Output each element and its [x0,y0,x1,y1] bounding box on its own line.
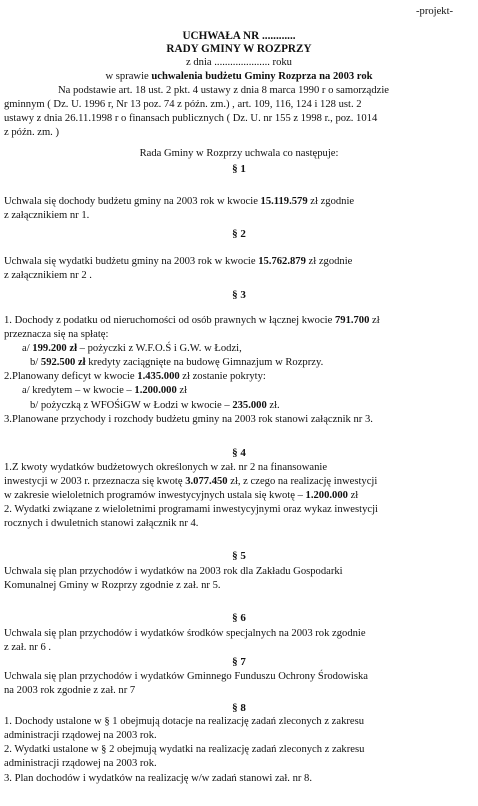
section-text: 2.Planowany deficyt w kwocie 1.435.000 zł zostanie pokryty: [4,371,266,382]
section-text: b/ pożyczką z WFOŚiGW w Łodzi w kwocie – 235.000 zł. [30,400,280,411]
section-heading: § 3 [232,289,246,301]
section-heading: § 8 [232,702,246,714]
section-heading: § 5 [232,550,246,562]
section-text: administracji rządowej na 2003 rok. [4,730,157,741]
council-name: RADY GMINY W ROZPRZY [166,43,312,55]
section-heading: § 1 [232,163,246,175]
section-heading: § 6 [232,612,246,624]
section-heading: § 7 [232,656,246,668]
section-text: a/ kredytem – w kwocie – 1.200.000 zł [22,385,188,396]
legal-basis-line: Na podstawie art. 18 ust. 2 pkt. 4 ustawy z dnia 8 marca 1990 r o samorządzie [58,85,389,96]
section-text: 3.Planowane przychody i rozchody budżetu gminy na 2003 rok stanowi załącznik nr 3. [4,414,373,425]
section-text: przeznacza się na spłatę: [4,329,109,340]
section-text: 2. Wydatki ustalone w § 2 obejmują wydatki na realizację zadań zleconych z zakresu [4,744,365,755]
section-text: rocznych i dwuletnich stanowi załącznik nr 4. [4,518,199,529]
resolution-number: UCHWAŁA NR ............ [182,30,296,42]
section-text: z zał. nr 6 . [4,642,52,653]
section-text: 2. Wydatki związane z wieloletnimi programami inwestycyjnymi oraz wykaz inwestycji [4,504,378,515]
section-heading: § 4 [232,447,246,459]
legal-basis-line: gminnym ( Dz. U. 1996 r, Nr 13 poz. 74 z późn. zm.) , art. 109, 116, 124 i 128 ust. 2 [4,99,362,110]
section-heading: § 2 [232,228,246,240]
section-text: Uchwala się plan przychodów i wydatków Gminnego Funduszu Ochrony Środowiska [4,671,368,682]
resolves-line: Rada Gminy w Rozprzy uchwala co następuje: [139,148,339,159]
section-text: Uchwala się dochody budżetu gminy na 2003 rok w kwocie 15.119.579 zł zgodnie [4,196,355,207]
subject-line: w sprawie uchwalenia budżetu Gminy Rozprza na 2003 rok [105,71,373,82]
section-text: 1.Z kwoty wydatków budżetowych określonych w zał. nr 2 na finansowanie [4,462,328,473]
section-text: a/ 199.200 zł – pożyczki z W.F.O.Ś i G.W. w Łodzi, [22,343,242,354]
section-text: Uchwala się plan przychodów i wydatków na 2003 rok dla Zakładu Gospodarki [4,566,343,577]
section-text: b/ 592.500 zł kredyty zaciągnięte na budowę Gimnazjum w Rozprzy. [30,357,324,368]
section-text: 1. Dochody ustalone w § 1 obejmują dotacje na realizację zadań zleconych z zakresu [4,716,365,727]
section-text: Uchwala się plan przychodów i wydatków środków specjalnych na 2003 rok zgodnie [4,628,366,639]
draft-mark: -projekt- [416,6,454,17]
date-line: z dnia ..................... roku [186,57,292,68]
section-text: na 2003 rok zgodnie z zał. nr 7 [4,685,136,696]
section-text: Uchwala się wydatki budżetu gminy na 2003 rok w kwocie 15.762.879 zł zgodnie [4,256,353,267]
section-text: 1. Dochody z podatku od nieruchomości od osób prawnych w łącznej kwocie 791.700 zł [4,315,380,326]
legal-basis-line: z późn. zm. ) [4,127,60,138]
section-text: w zakresie wieloletnich programów inwestycyjnych ustala się kwotę – 1.200.000 zł [4,490,359,501]
section-text: administracji rządowej na 2003 rok. [4,758,157,769]
section-text: 3. Plan dochodów i wydatków na realizację w/w zadań stanowi zał. nr 8. [4,773,313,784]
section-text: inwestycji w 2003 r. przeznacza się kwotę 3.077.450 zł, z czego na realizację inwestycji [4,476,378,487]
legal-basis-line: ustawy z dnia 26.11.1998 r o finansach publicznych ( Dz. U. nr 155 z 1998 r., poz. 1014 [4,113,378,124]
section-text: Komunalnej Gminy w Rozprzy zgodnie z zał. nr 5. [4,580,221,591]
section-text: z załącznikiem nr 2 . [4,270,92,281]
section-text: z załącznikiem nr 1. [4,210,90,221]
